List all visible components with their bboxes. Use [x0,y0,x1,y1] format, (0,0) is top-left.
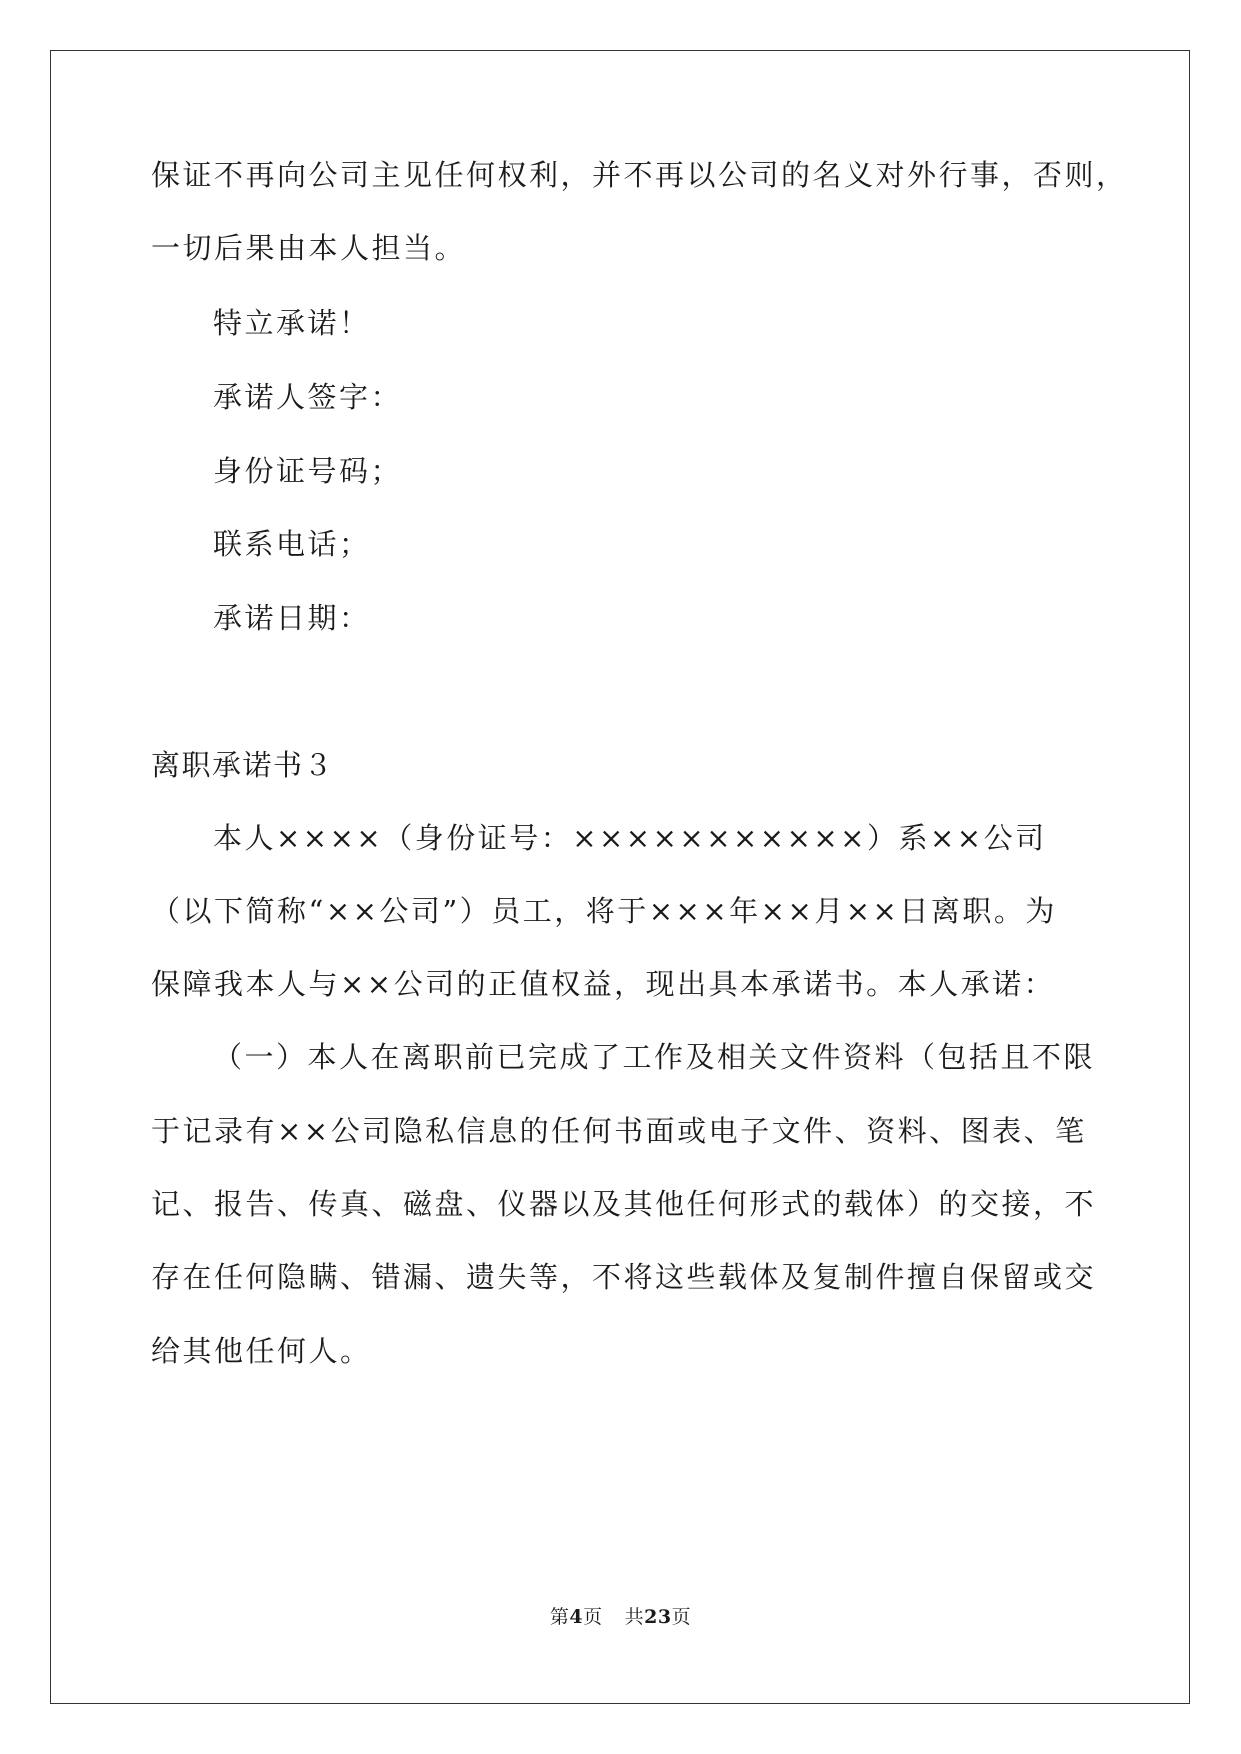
page-footer [0,1605,1241,1629]
total-pages: 23 [644,1606,672,1628]
body-text-line: （一）本人在离职前已完成了工作及相关文件资料（包括且不限 [213,1040,1096,1074]
page-suffix: 页 [583,1606,603,1628]
body-text-line: 给其他任何人。 [151,1334,372,1368]
body-text-line: 保障我本人与××公司的正值权益，现出具本承诺书。本人承诺： [151,967,1056,1001]
body-text-line: （以下简称“××公司”）员工，将于×××年××月××日离职。为 [151,894,1057,928]
body-text-line: 本人××××（身份证号：×××××××××××）系××公司 [213,821,1047,855]
body-text-line: 存在任何隐瞒、错漏、遗失等，不将这些载体及复制件擅自保留或交 [151,1260,1097,1294]
pledge-statement: 特立承诺！ [213,306,371,340]
section-title: 离职承诺书３ [151,748,335,782]
page-border [50,50,1190,1704]
total-suffix: 页 [671,1606,692,1628]
phone-label: 联系电话； [213,527,371,561]
body-text-line: 一切后果由本人担当。 [151,231,467,265]
body-text-line: 记、报告、传真、磁盘、仪器以及其他任何形式的载体）的交接，不 [151,1187,1097,1221]
date-label: 承诺日期： [213,601,371,635]
signature-label: 承诺人签字： [213,380,403,414]
page-number: 4 [569,1606,584,1628]
page-prefix: 第 [549,1606,570,1628]
id-number-label: 身份证号码； [213,454,403,488]
body-text-line: 保证不再向公司主见任何权利，并不再以公司的名义对外行事，否则， [151,158,1128,192]
total-prefix: 共 [624,1606,645,1628]
body-text-line: 于记录有××公司隐私信息的任何书面或电子文件、资料、图表、笔 [151,1114,1087,1148]
